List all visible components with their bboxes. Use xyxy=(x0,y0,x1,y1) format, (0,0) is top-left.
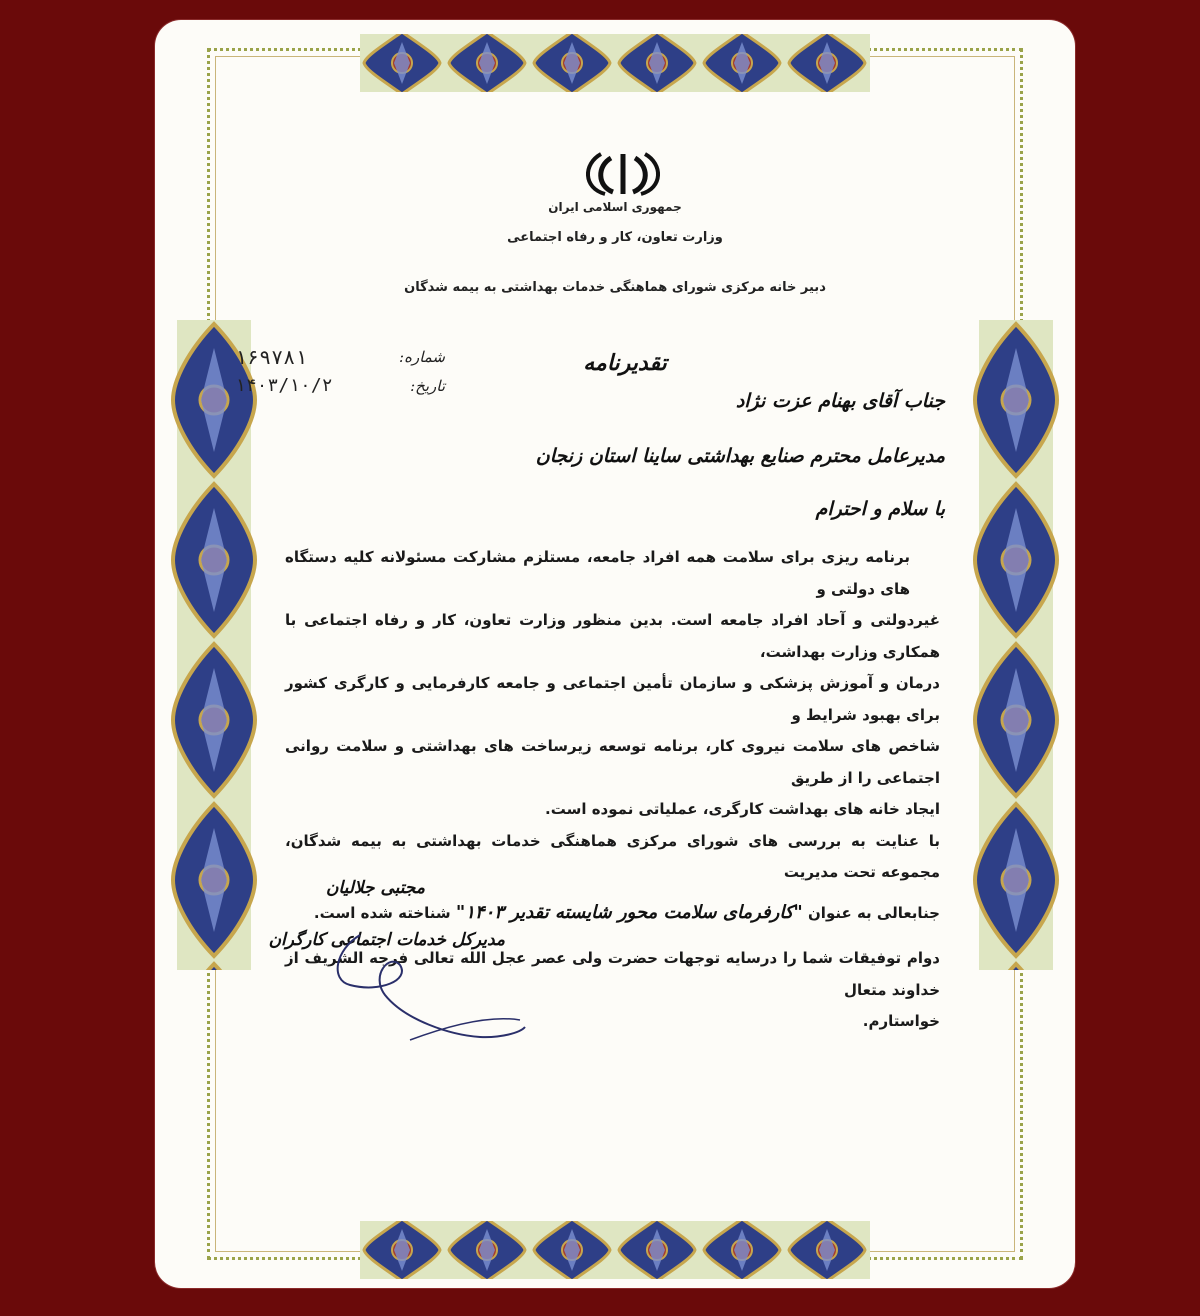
body-line: با عنایت به بررسی های شورای مرکزی هماهنگی خدمات بهداشتی به بیمه شدگان، مجموعه تحت مدیریت xyxy=(285,831,940,881)
certificate-content xyxy=(155,20,1075,1288)
number-label: شماره: xyxy=(399,348,445,366)
body-line: ایجاد خانه های بهداشت کارگری، عملیاتی نموده است. xyxy=(545,800,940,818)
signature-scribble-icon xyxy=(330,925,530,1055)
date-label: تاریخ: xyxy=(410,376,445,395)
body-line: غیردولتی و آحاد افراد جامعه است. بدین منظور وزارت تعاون، کار و رفاه اجتماعی با همکاری وزارت بهداشت، xyxy=(285,611,940,661)
award-name: "کارفرمای سلامت محور شایسته تقدیر ۱۴۰۳" xyxy=(455,901,803,923)
ministry-name: وزارت تعاون، کار و رفاه اجتماعی xyxy=(507,230,723,245)
body-line: درمان و آموزش پزشکی و سازمان تأمین اجتماعی و جامعه کارفرمایی و کارگری کشور برای بهبود شرایط و xyxy=(285,674,940,724)
recipient-position: مدیرعامل محترم صنایع بهداشتی ساینا استان زنجان xyxy=(535,445,945,467)
iran-emblem-icon xyxy=(583,150,663,196)
certificate-title: تقدیرنامه xyxy=(583,350,667,376)
award-suffix: شناخته شده است. xyxy=(313,903,451,922)
date-value: ۱۴۰۳/۱۰/۲ xyxy=(235,375,333,396)
greeting: با سلام و احترام xyxy=(815,498,945,520)
certificate-sheet xyxy=(155,20,1075,1288)
closing-line: خواستارم. xyxy=(862,1012,940,1030)
reference-block xyxy=(235,345,445,396)
body-line: شاخص های سلامت نیروی کار، برنامه توسعه زیرساخت های بهداشتی و سلامت روانی اجتماعی را از طریق xyxy=(285,737,940,787)
signatory-title: مدیرکل خدمات اجتماعی کارگران xyxy=(268,930,505,950)
closing-line: دوام توفیقات شما را درسایه توجهات حضرت ولی عصر عجل الله تعالی فرجه الشریف از خداوند متعال xyxy=(285,949,940,999)
number-value: ۱۶۹۷۸۱ xyxy=(235,345,308,369)
republic-name: جمهوری اسلامی ایران xyxy=(548,200,682,214)
body-line: برنامه ریزی برای سلامت همه افراد جامعه، مستلزم مشارکت مسئولانه کلیه دستگاه های دولتی و xyxy=(285,548,910,598)
recipient-salutation: جناب آقای بهنام عزت نژاد xyxy=(735,390,945,412)
secretariat-name: دبیر خانه مرکزی شورای هماهنگی خدمات بهداشتی به بیمه شدگان xyxy=(404,280,826,295)
signatory-name: مجتبی جلالیان xyxy=(325,878,425,898)
award-prefix: جنابعالی به عنوان xyxy=(808,903,940,922)
